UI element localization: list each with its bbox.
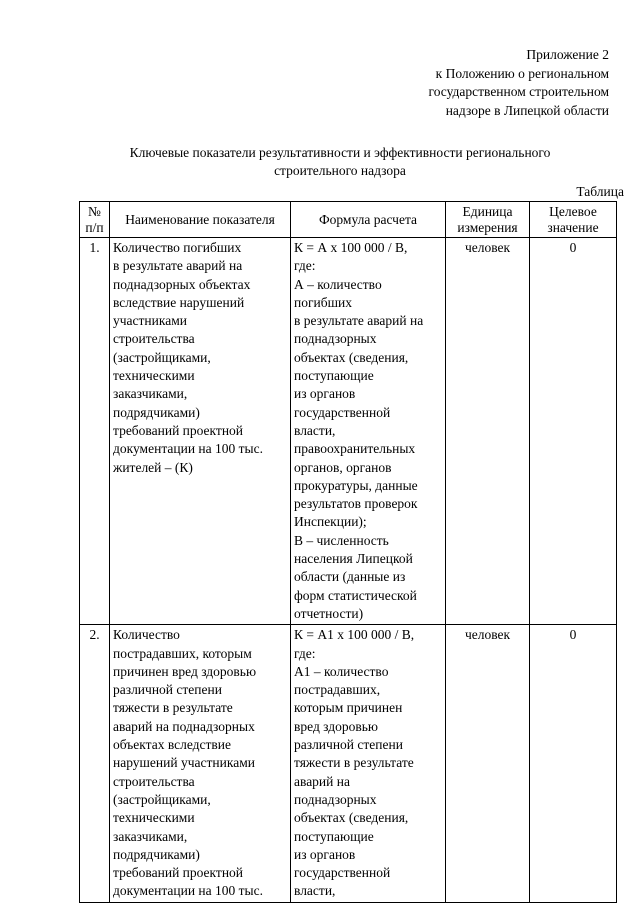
cell-text-line: поднадзорных объектах — [113, 276, 251, 292]
table-row — [80, 238, 617, 625]
cell-text-line: техническими — [113, 368, 195, 384]
title-line: Ключевые показатели результативности и эффективности регионального — [129, 145, 551, 160]
cell-text-line: заказчиками, — [113, 386, 188, 402]
cell-text-line: (застройщиками, — [113, 791, 211, 807]
cell-text-line: вред здоровью — [294, 718, 379, 734]
appendix-line: надзоре в Липецкой области — [445, 102, 609, 118]
table-header-row — [80, 202, 617, 238]
cell-text-line: требований проектной — [113, 865, 244, 881]
cell-text-line: государственной — [294, 865, 391, 881]
cell-text-line: власти, — [294, 422, 336, 438]
cell-text-line: результатов проверок — [294, 496, 418, 512]
cell-text-line: поднадзорных — [294, 791, 377, 807]
cell-text-line: А – количество — [294, 276, 382, 292]
cell-text-line: власти, — [294, 883, 336, 899]
cell-text-line: участниками — [113, 313, 187, 329]
table-label: Таблица — [576, 184, 624, 199]
header-formula: Формула расчета — [291, 202, 446, 238]
cell-text-line: государственной — [294, 404, 391, 420]
cell-text-line: объектах (сведения, — [294, 810, 409, 826]
cell-text-line: документации на 100 тыс. — [113, 883, 263, 899]
unit-of-measure: человек — [446, 625, 530, 902]
cell-text-line: строительства — [113, 773, 195, 789]
cell-text-line: (застройщиками, — [113, 349, 211, 365]
unit-of-measure: человек — [446, 238, 530, 625]
cell-text-line: форм статистической — [294, 587, 417, 603]
cell-text-line: отчетности) — [294, 605, 364, 621]
indicator-formula — [291, 238, 446, 625]
cell-text-line: В – численность — [294, 532, 389, 548]
cell-text-line: строительства — [113, 331, 195, 347]
document-title — [60, 144, 620, 179]
cell-text-line: Количество погибших — [113, 240, 242, 255]
cell-text-line: в результате аварий на — [113, 258, 243, 274]
cell-text-line: подрядчиками) — [113, 404, 200, 420]
appendix-line: государственном строительном — [428, 84, 609, 99]
cell-text-line: которым причинен — [294, 700, 403, 716]
cell-text-line: органов, органов — [294, 459, 392, 475]
cell-text-line: тяжести в результате — [113, 700, 233, 716]
cell-text-line: Инспекции); — [294, 514, 367, 530]
table-row — [80, 625, 617, 902]
cell-text-line: в результате аварий на — [294, 313, 424, 329]
cell-text-line: нарушений участниками — [113, 755, 255, 771]
cell-text-line: объектах вследствие — [113, 737, 232, 753]
header-name: Наименование показателя — [110, 202, 291, 238]
cell-text-line: где: — [294, 645, 316, 661]
cell-text-line: правоохранительных — [294, 441, 416, 457]
cell-text-line: из органов — [294, 386, 356, 402]
cell-text-line: поступающие — [294, 828, 374, 844]
header-unit: Единица измерения — [446, 202, 530, 238]
indicator-name — [110, 238, 291, 625]
cell-text-line: вследствие нарушений — [113, 294, 245, 310]
cell-text-line: техническими — [113, 810, 195, 826]
cell-text-line: где: — [294, 258, 316, 274]
target-value: 0 — [530, 238, 617, 625]
cell-text-line: пострадавших, — [294, 682, 381, 698]
title-line: строительного надзора — [274, 162, 406, 178]
appendix-header — [429, 46, 609, 120]
cell-text-line: объектах (сведения, — [294, 349, 409, 365]
cell-text-line: аварий на поднадзорных — [113, 718, 255, 734]
cell-text-line: К = А1 x 100 000 / В, — [294, 627, 415, 643]
cell-text-line: причинен вред здоровью — [113, 663, 257, 679]
cell-text-line: тяжести в результате — [294, 755, 414, 771]
row-number: 2. — [80, 625, 110, 902]
cell-text-line: Количество — [113, 627, 180, 643]
header-target: Целевое значение — [530, 202, 617, 238]
cell-text-line: требований проектной — [113, 422, 244, 438]
cell-text-line: К = А x 100 000 / В, — [294, 240, 408, 255]
appendix-line: к Положению о региональном — [435, 65, 609, 81]
target-value: 0 — [530, 625, 617, 902]
cell-text-line: А1 – количество — [294, 663, 389, 679]
cell-text-line: различной степени — [113, 682, 222, 698]
indicator-name — [110, 625, 291, 902]
cell-text-line: документации на 100 тыс. — [113, 441, 263, 457]
cell-text-line: поднадзорных — [294, 331, 377, 347]
cell-text-line: поступающие — [294, 368, 374, 384]
cell-text-line: прокуратуры, данные — [294, 477, 418, 493]
cell-text-line: жителей – (К) — [113, 459, 193, 475]
row-number: 1. — [80, 238, 110, 625]
kpi-table — [79, 201, 617, 903]
indicator-formula — [291, 625, 446, 902]
cell-text-line: пострадавших, которым — [113, 645, 252, 661]
appendix-line: Приложение 2 — [526, 47, 609, 62]
cell-text-line: заказчиками, — [113, 828, 188, 844]
header-num: № п/п — [80, 202, 110, 238]
cell-text-line: различной степени — [294, 737, 403, 753]
cell-text-line: погибших — [294, 294, 352, 310]
cell-text-line: населения Липецкой — [294, 551, 413, 567]
cell-text-line: подрядчиками) — [113, 846, 200, 862]
cell-text-line: аварий на — [294, 773, 350, 789]
cell-text-line: из органов — [294, 846, 356, 862]
cell-text-line: области (данные из — [294, 569, 406, 585]
